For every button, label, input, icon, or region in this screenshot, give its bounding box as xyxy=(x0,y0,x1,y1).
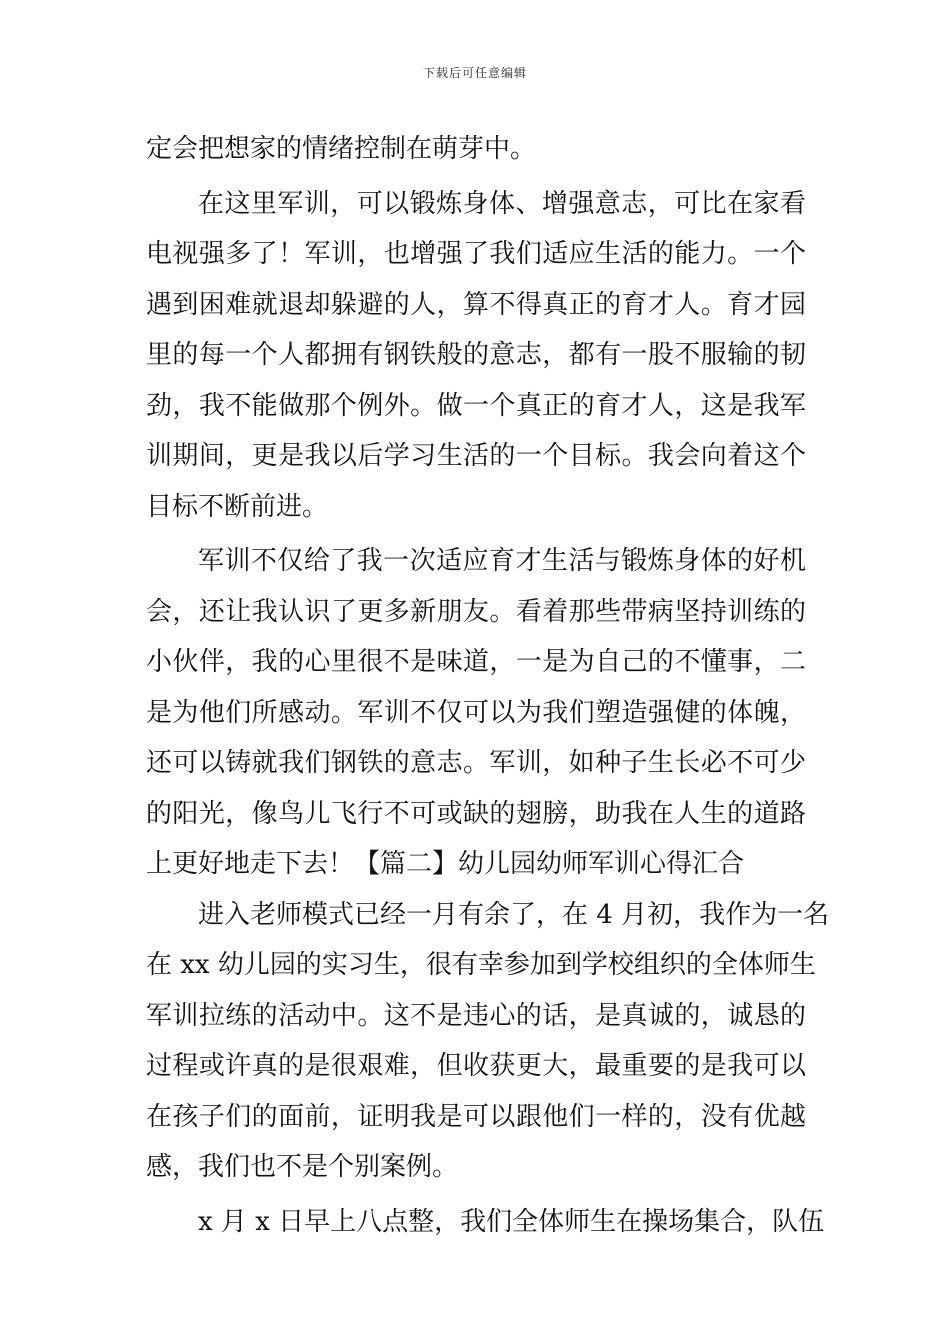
text-line: 里的每一个人都拥有钢铁般的意志，都有一股不服输的韧 xyxy=(146,340,806,370)
text-line: 在孩子们的面前，证明我是可以跟他们一样的，没有优越 xyxy=(146,1101,806,1132)
text-line: 训期间，更是我以后学习生活的一个目标。我会向着这个 xyxy=(146,441,806,471)
text-line: 的阳光，像鸟儿飞行不可或缺的翅膀，助我在人生的道路 xyxy=(146,798,806,829)
text-line: 过程或许真的是很艰难，但收获更大，最重要的是我可以 xyxy=(146,1051,806,1081)
section-heading-line: 上更好地走下去！【篇二】幼儿园幼师军训心得汇合 xyxy=(146,849,745,879)
paragraph-first-line: 军训不仅给了我一次适应育才生活与锻炼身体的好机 xyxy=(198,546,806,576)
page-header: 下载后可任意编辑 xyxy=(422,66,527,80)
text-line: 感，我们也不是个别案例。 xyxy=(146,1152,459,1182)
text-line: 小伙伴，我的心里很不是味道，一是为自己的不懂事，二 xyxy=(146,647,806,677)
text-line: 在 xx 幼儿园的实习生，很有幸参加到学校组织的全体师生 xyxy=(146,950,816,980)
text-line: 劲，我不能做那个例外。做一个真正的育才人，这是我军 xyxy=(146,390,806,421)
text-line: 还可以铸就我们钢铁的意志。军训，如种子生长必不可少 xyxy=(146,748,806,778)
text-line: 电视强多了！军训，也增强了我们适应生活的能力。一个 xyxy=(146,239,806,269)
text-line: 军训拉练的活动中。这不是违心的话，是真诚的，诚恳的 xyxy=(146,1000,806,1031)
paragraph-first-line: 在这里军训，可以锻炼身体、增强意志，可比在家看 xyxy=(198,188,806,219)
text-line: 遇到困难就退却躲避的人，算不得真正的育才人。育才园 xyxy=(146,289,806,320)
paragraph-first-line: x 月 x 日早上八点整，我们全体师生在操场集合，队伍 xyxy=(198,1206,825,1237)
paragraph-first-line: 进入老师模式已经一月有余了，在 4 月初，我作为一名 xyxy=(198,899,830,930)
text-line: 会，还让我认识了更多新朋友。看着那些带病坚持训练的 xyxy=(146,596,806,627)
text-line: 是为他们所感动。军训不仅可以为我们塑造强健的体魄， xyxy=(146,697,806,728)
text-line: 定会把想家的情绪控制在萌芽中。 xyxy=(146,134,537,164)
document-body xyxy=(146,124,830,1247)
text-line: 目标不断前进。 xyxy=(146,491,329,522)
